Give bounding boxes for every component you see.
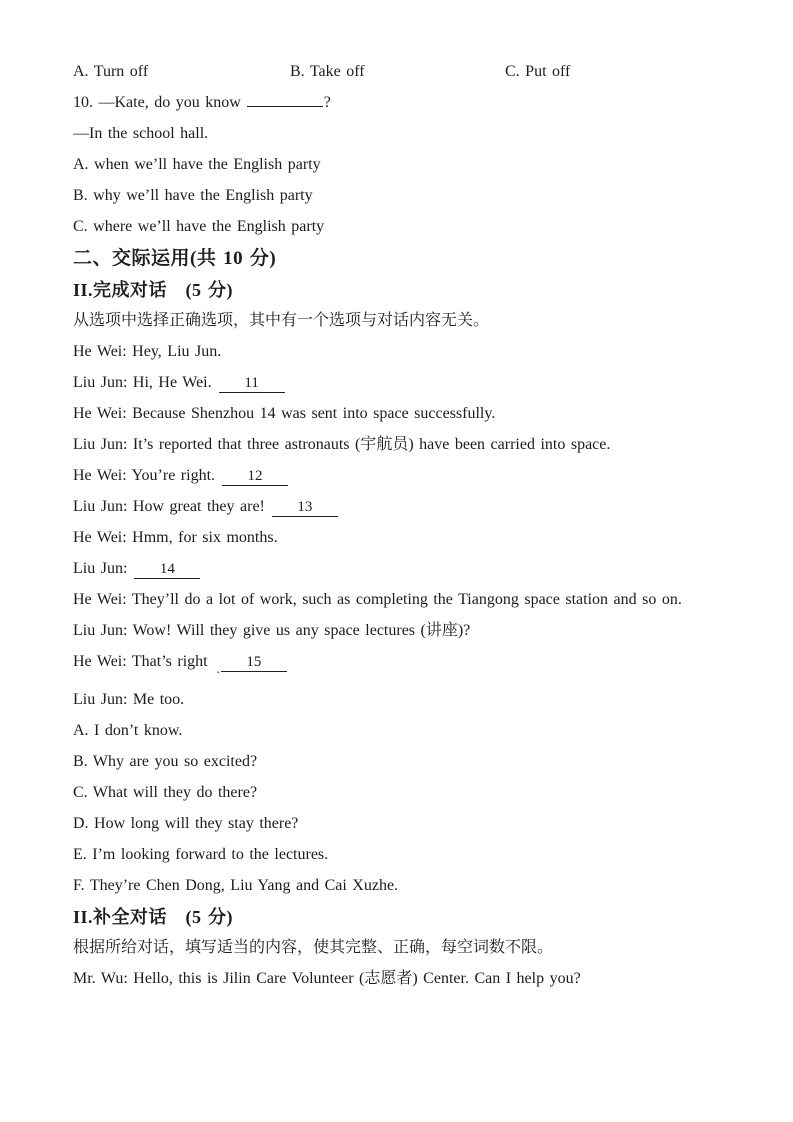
choice-f: F. They’re Chen Dong, Liu Yang and Cai Xuzhe.	[73, 877, 399, 894]
dialogue-line	[73, 652, 733, 679]
question-10-option-b: B. why we’ll have the English party	[73, 187, 313, 204]
question-9-option-a: A. Turn off	[73, 63, 149, 80]
dialogue-text: He Wei: That’s right	[73, 653, 208, 670]
stray-period: .	[216, 661, 220, 676]
choice-e: E. I’m looking forward to the lectures.	[73, 846, 329, 863]
question-9-option-b: B. Take off	[290, 63, 365, 80]
question-10-stem	[73, 93, 733, 113]
blank-15: 15	[221, 653, 287, 672]
fill-dialogue-instruction: 根据所给对话，填写适当的内容，使其完整、正确，每空词数不限。	[73, 939, 554, 956]
dialogue-text: Liu Jun: Hi, He Wei.	[73, 374, 212, 391]
choice-b: B. Why are you so excited?	[73, 753, 258, 770]
dialogue-text: Liu Jun: How great they are!	[73, 498, 265, 515]
question-10-option-a: A. when we’ll have the English party	[73, 156, 321, 173]
dialogue-line: Liu Jun: Wow! Will they give us any space lectures (讲座)?	[73, 622, 471, 639]
blank-12: 12	[222, 467, 288, 486]
blank-11: 11	[219, 374, 285, 393]
choice-d: D. How long will they stay there?	[73, 815, 299, 832]
blank-14: 14	[134, 560, 200, 579]
dialogue-text: He Wei: You’re right.	[73, 467, 216, 484]
dialogue-line: He Wei: Because Shenzhou 14 was sent into space successfully.	[73, 405, 496, 422]
blank-13: 13	[272, 498, 338, 517]
question-10-answer-blank	[247, 106, 323, 107]
choice-c: C. What will they do there?	[73, 784, 258, 801]
dialogue-line	[73, 373, 733, 393]
complete-dialogue-instruction: 从选项中选择正确选项，其中有一个选项与对话内容无关。	[73, 312, 490, 329]
dialogue-line: He Wei: Hmm, for six months.	[73, 529, 278, 546]
question-10-stem-text: 10. —Kate, do you know	[73, 94, 241, 111]
dialogue-line	[73, 559, 733, 579]
section-2-heading: 二、交际运用(共 10 分)	[73, 248, 277, 269]
dialogue-line: He Wei: Hey, Liu Jun.	[73, 343, 222, 360]
question-10-question-mark: ?	[323, 94, 331, 111]
question-10-option-c: C. where we’ll have the English party	[73, 218, 325, 235]
dialogue-line: Mr. Wu: Hello, this is Jilin Care Volunteer (志愿者) Center. Can I help you?	[73, 970, 581, 987]
question-9-option-c: C. Put off	[505, 63, 571, 80]
question-9-options-row	[73, 62, 733, 82]
question-10-reply: —In the school hall.	[73, 125, 209, 142]
dialogue-line: He Wei: They’ll do a lot of work, such as completing the Tiangong space station and so on.	[73, 591, 682, 608]
dialogue-text: Liu Jun:	[73, 560, 128, 577]
dialogue-line	[73, 466, 733, 486]
choice-a: A. I don’t know.	[73, 722, 183, 739]
dialogue-line: Liu Jun: It’s reported that three astronauts (宇航员) have been carried into space.	[73, 436, 611, 453]
dialogue-line	[73, 497, 733, 517]
complete-dialogue-heading: II.完成对话 (5 分)	[73, 280, 233, 300]
dialogue-line: Liu Jun: Me too.	[73, 691, 185, 708]
fill-dialogue-heading: II.补全对话 (5 分)	[73, 907, 233, 927]
